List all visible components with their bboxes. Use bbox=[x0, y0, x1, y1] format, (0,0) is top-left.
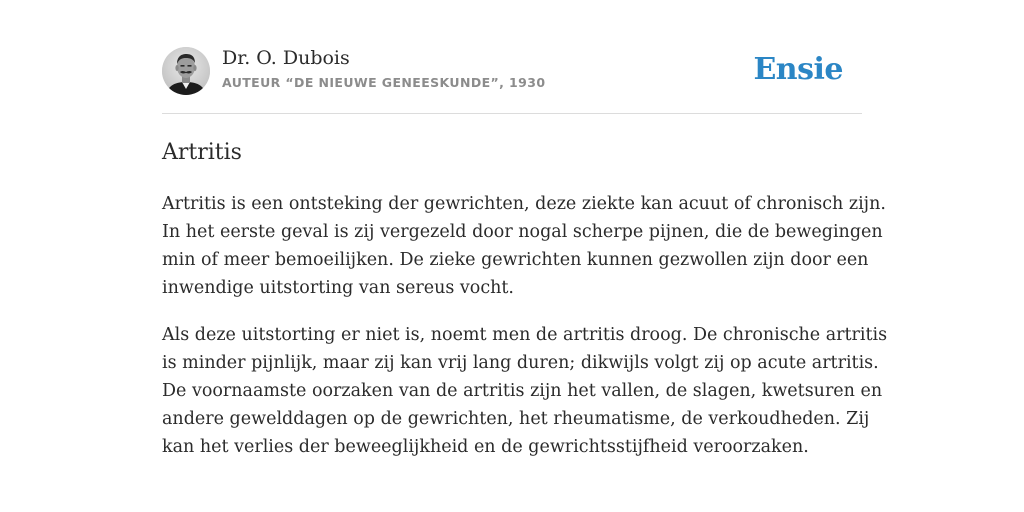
article-body bbox=[162, 190, 888, 480]
brand-logo[interactable]: Ensie bbox=[753, 52, 843, 87]
text-line: is minder pijnlijk, maar zij kan vrij lang duren; dikwijls volgt zij op acute artritis. bbox=[162, 353, 879, 373]
author-avatar[interactable] bbox=[162, 47, 210, 95]
author-name[interactable]: Dr. O. Dubois bbox=[222, 47, 350, 69]
text-line: Artritis is een ontsteking der gewrichten, deze ziekte kan acuut of chronisch zijn. bbox=[162, 194, 886, 214]
text-line: min of meer bemoeilijken. De zieke gewrichten kunnen gezwollen zijn door een bbox=[162, 250, 869, 270]
paragraph bbox=[162, 321, 888, 461]
text-line: inwendige uitstorting van sereus vocht. bbox=[162, 278, 514, 298]
article-title: Artritis bbox=[162, 140, 242, 165]
author-meta: AUTEUR “DE NIEUWE GENEESKUNDE”, 1930 bbox=[222, 75, 546, 90]
portrait-image bbox=[162, 47, 210, 95]
article-card bbox=[162, 0, 888, 457]
text-line: andere gewelddagen op de gewrichten, het rheumatisme, de verkoudheden. Zij bbox=[162, 409, 870, 429]
text-line: De voornaamste oorzaken van de artritis zijn het vallen, de slagen, kwetsuren en bbox=[162, 381, 883, 401]
paragraph bbox=[162, 190, 886, 302]
text-line: kan het verlies der beweeglijkheid en de gewrichtsstijfheid veroorzaken. bbox=[162, 437, 809, 457]
text-line: In het eerste geval is zij vergezeld door nogal scherpe pijnen, die de bewegingen bbox=[162, 222, 883, 242]
header bbox=[162, 0, 862, 114]
text-line: Als deze uitstorting er niet is, noemt men de artritis droog. De chronische artritis bbox=[162, 325, 888, 345]
